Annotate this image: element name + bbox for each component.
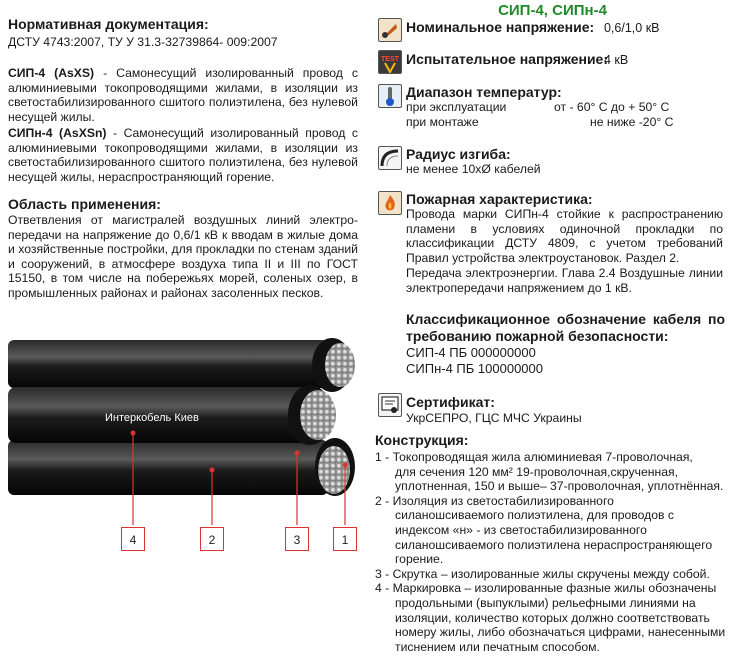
temp-row-operation-label: при эксплуатации	[406, 100, 507, 114]
norm-text: ДСТУ 4743:2007, ТУ У 31.3-32739864- 009:2007	[8, 35, 278, 49]
callout-1: 1	[333, 527, 357, 551]
temp-row-install-value: не ниже -20° С	[590, 115, 674, 129]
class-heading: Классификационное обозначение кабеля по требованию пожарной безопасности:	[406, 311, 725, 344]
sipn4-name: СИПн-4 (AsXSn)	[8, 126, 107, 140]
page-title: СИП-4, СИПн-4	[498, 2, 607, 19]
sip4-name: СИП-4 (AsXS)	[8, 66, 95, 80]
voltage-label: Номинальное напряжение:	[406, 19, 595, 35]
sipn4-text: - Самонесущий изолированный провод с алюминиевыми токопроводящими жилами, в изоляции из светостабилизированного сшитого полиэтилена, без нулевой несущей жилы, нераспространяющий горение.	[8, 126, 358, 184]
application-text: Ответвления от магистралей воздушных линий электро-передачи на напряжение до 0,6/1 кВ к вводам в жилые дома и хозяйственные постройки, для прокладки по стенам зданий и сооружений, в атмосфере воздуха типа II и III по ГОСТ 15150, в том числе на побережьях морей, соленых озер, в промышленных районах и районах засоленных песков.	[8, 213, 358, 300]
application-heading: Область применения:	[8, 196, 161, 212]
cable-label: Интеркобель Киев	[105, 412, 199, 424]
fire-text: Провода марки СИПн-4 стойкие к распространению пламени в условиях одиночной прокладки по классификации ДСТУ 4809, с учетом требований Правил устройства электроустановок. Раздел 2.	[406, 207, 723, 265]
construction-heading: Конструкция:	[375, 432, 469, 448]
test-icon	[378, 50, 402, 74]
construction-item-1: 1 - Токопроводящая жила алюминиевая 7-проволочная, для сечения 120 мм² 19-проволочная,скрученная, уплотненная, 150 и выше– 37-проволочная, уплотнённая.	[375, 450, 724, 494]
norm-heading: Нормативная документация:	[8, 16, 209, 32]
callout-4: 4	[121, 527, 145, 551]
bend-value: не менее 10хØ кабелей	[406, 162, 541, 176]
sip4-description	[8, 66, 358, 124]
callout-2: 2	[200, 527, 224, 551]
test-value: 4 кВ	[604, 53, 629, 67]
class-item-sipn4: СИПн-4 ПБ 100000000	[406, 361, 543, 376]
certificate-icon	[378, 393, 402, 417]
fire-text-2: Передача электроэнергии. Глава 2.4 Воздушные линии электропередачи напряжением до 1 кВ.	[406, 266, 723, 295]
construction-list	[375, 450, 727, 654]
bend-radius-icon	[378, 146, 402, 170]
test-label: Испытательное напряжение:	[406, 51, 609, 67]
class-item-sip4: СИП-4 ПБ 000000000	[406, 345, 536, 360]
voltage-icon	[378, 18, 402, 42]
temp-row-operation-value: от - 60° С до + 50° С	[554, 100, 670, 114]
fire-label: Пожарная характеристика:	[406, 191, 593, 207]
cable-illustration	[0, 325, 370, 560]
construction-item-2: 2 - Изоляция из светостабилизированного силаношсиваемого полиэтилена, для проводов с индексом «н» - из светостабилизированного силаношсиваемого полиэтилена нераспространяющего горение.	[375, 493, 713, 567]
temp-label: Диапазон температур:	[406, 84, 562, 100]
construction-item-4: 4 - Маркировка – изолированные фазные жилы обозначены продольными (выпуклыми) рельефными линиями на изоляции, количество которых должно соответствовать номеру жилы, либо обозначаться цифрами, нанесенными тиснением или печатным способом.	[375, 581, 726, 654]
cert-label: Сертификат:	[406, 394, 495, 410]
cert-value: УкрСЕПРО, ГЦС МЧС Украины	[406, 411, 582, 425]
voltage-value: 0,6/1,0 кВ	[604, 21, 660, 35]
svg-text:TEST: TEST	[381, 56, 399, 63]
construction-item-3: 3 - Скрутка – изолированные жилы скручены между собой.	[375, 566, 710, 581]
callout-3: 3	[285, 527, 309, 551]
bend-label: Радиус изгиба:	[406, 146, 511, 162]
fire-icon	[378, 191, 402, 215]
sip4-text: - Самонесущий изолированный провод с алюминиевыми токопроводящими жилами, в изоляции из светостабилизированного сшитого полиэтилена, без нулевой несущей жилы.	[8, 66, 358, 124]
temp-row-install-label: при монтаже	[406, 115, 479, 129]
thermometer-icon	[378, 84, 402, 108]
sipn4-description	[8, 126, 358, 184]
